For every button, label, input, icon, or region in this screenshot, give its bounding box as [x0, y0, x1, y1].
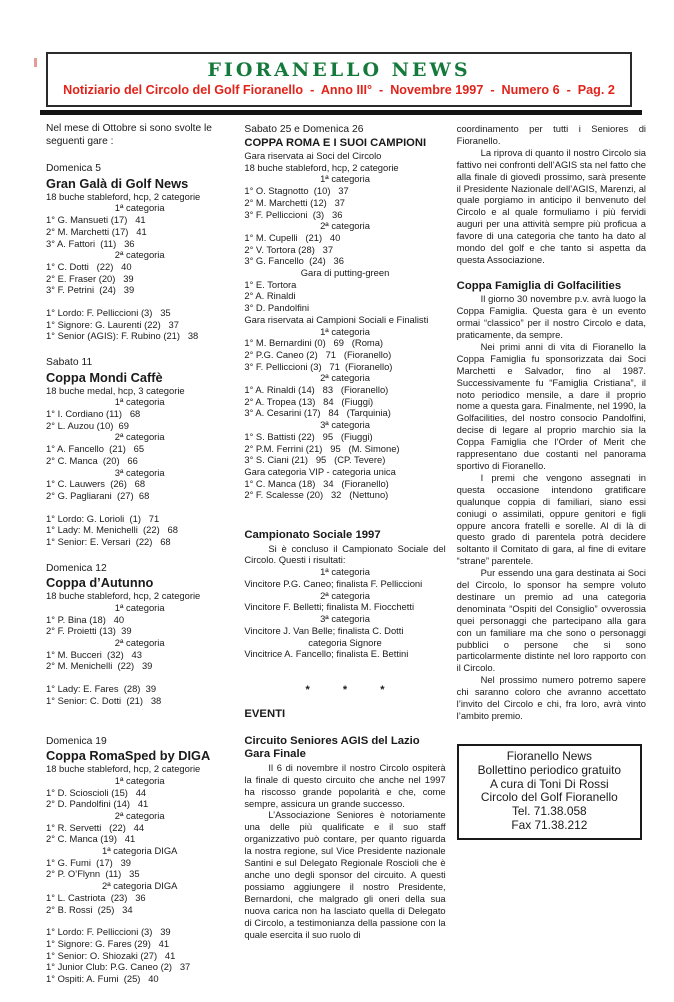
result-line: 1° G. Mansueti (17) 41	[46, 214, 146, 226]
result-line: 1° O. Stagnotto (10) 37	[244, 185, 349, 197]
result-line: 1° Senior: C. Dotti (21) 38	[46, 694, 162, 706]
category-label: 2ª categoria	[114, 249, 165, 261]
paragraph: Pur essendo una gara destinata ai Soci del Circolo, lo sponsor ha sempre voluto destinare un premio ad una categoria denominata “Ospiti del Consiglio” ovverossia quei personaggi che partecipano alla gara con un familiare ma che sono o personaggi pubblici o persone che si sono particolarmente distinte nel loro rapporto con il Circolo.	[456, 567, 646, 674]
spacer	[244, 697, 445, 708]
event-date: Sabato 25 e Domenica 26	[244, 124, 364, 135]
scan-artifact-mark	[34, 58, 37, 67]
result-line: 1° I. Cordiano (11) 68	[46, 408, 141, 420]
result-line: Vincitore P.G. Caneo; finalista F. Pelliccioni	[244, 578, 423, 590]
imprint-line: Tel. 71.38.058	[511, 804, 587, 819]
article-heading: EVENTI	[244, 707, 286, 720]
spacer	[46, 342, 233, 356]
category-label: 1ª categoria	[320, 566, 370, 578]
result-line: 2° M. Menichelli (22) 39	[46, 660, 153, 672]
category-label: 2ª categoria	[320, 372, 370, 384]
middle-column	[244, 123, 445, 940]
spacer	[244, 501, 445, 515]
event-title: Coppa RomaSped by DIGA	[46, 748, 211, 764]
newsletter-subtitle: Notiziario del Circolo del Golf Fioranello - Anno III° - Novembre 1997 - Numero 6 - Pag. 2	[63, 83, 615, 97]
imprint-line: Circolo del Golf Fioranello	[480, 790, 618, 805]
page-body	[0, 115, 674, 985]
event-title: Coppa d’Autunno	[46, 575, 154, 591]
newsletter-title: FIORANELLO NEWS	[207, 59, 471, 81]
left-column	[46, 123, 233, 985]
result-line: 2° F. Scalesse (20) 32 (Nettuno)	[244, 489, 389, 501]
category-label: 2ª categoria	[320, 220, 370, 232]
newsletter-header	[46, 52, 632, 107]
paragraph: Nel prossimo numero potremo sapere chi saranno coloro che avranno accettato l’invito del Circolo e chi, fra loro, avrà vinto l’ambito premio.	[456, 674, 646, 721]
category-label: 2ª categoria	[114, 637, 165, 649]
result-line: 1° E. Tortora	[244, 278, 297, 290]
result-line: 1° Ospiti: A. Fumi (25) 40	[46, 973, 159, 985]
result-line: 1° A. Rinaldi (14) 83 (Fioranello)	[244, 384, 389, 396]
result-line: 1° R. Servetti (22) 44	[46, 821, 145, 833]
result-line: 3° S. Ciani (21) 95 (CP. Tevere)	[244, 454, 386, 466]
right-column-text	[457, 123, 646, 722]
spacer	[457, 266, 646, 280]
result-line: 2° A. Tropea (13) 84 (Fiuggi)	[244, 395, 374, 407]
result-line: 1° A. Fancello (21) 65	[46, 443, 145, 455]
spacer	[46, 672, 233, 683]
result-line: 3° F. Petrini (24) 39	[46, 284, 135, 296]
result-line: 2° V. Tortora (28) 37	[244, 243, 334, 255]
result-line: Vincitore J. Van Belle; finalista C. Dotti	[244, 624, 404, 636]
result-line: Gara categoria VIP - categoria unica	[244, 465, 396, 477]
category-label: 3ª categoria	[320, 613, 370, 625]
imprint-line: Fax 71.38.212	[511, 817, 588, 832]
result-line: 2° L. Auzou (10) 69	[46, 419, 129, 431]
event-format: 18 buche stableford, hcp, 2 categorie	[46, 763, 201, 775]
imprint-line: Bollettino periodico gratuito	[477, 762, 622, 777]
category-label: 1ª categoria	[320, 325, 370, 337]
result-line: 3° A. Cesarini (17) 84 (Tarquinia)	[244, 407, 391, 419]
article-heading: Gara Finale	[244, 748, 306, 761]
event-date: Domenica 19	[46, 735, 107, 747]
article-heading: Coppa Famiglia di Golfacilities	[456, 279, 622, 292]
result-line: 2° F. Proietti (13) 39	[46, 625, 132, 637]
event-title: Gran Galà di Golf News	[46, 175, 189, 191]
event-format: 18 buche medal, hcp, 3 categorie	[46, 384, 185, 396]
spacer	[46, 502, 233, 513]
result-line: 1° Lady: M. Menichelli (22) 68	[46, 524, 178, 536]
paragraph: La riprova di quanto il nostro Circolo sia fattivo nei confronti dell’AGIS sta nel fatto che alla finale di giovedì prossimo, sarà presente il Presidente Nazionale dell’AGIS, Marenzi, al quale porgiamo in anticipo il benvenuto del Circolo e al quale formuliamo i più fervidi auguri per una attività sempre più proficua a favore di una categoria che tanto ha dato al mondo del golf e che tanto si aspetta da questa Associazione.	[456, 146, 646, 265]
event-format: 18 buche stableford, hcp, 2 categorie	[244, 161, 399, 173]
result-line: 2° B. Rossi (25) 34	[46, 903, 133, 915]
result-line: 1° D. Scioscioli (15) 44	[46, 786, 147, 798]
paragraph: Il giorno 30 novembre p.v. avrà luogo la Coppa Famiglia. Questa gara è un evento ormai “classico” per il nostro Circolo e data, praticamente, da sempre.	[456, 293, 646, 340]
result-line: 1° Lordo: F. Pelliccioni (3) 39	[46, 926, 171, 938]
result-line: 1° G. Fumi (17) 39	[46, 856, 132, 868]
category-label: 3ª categoria	[320, 419, 370, 431]
paragraph: coordinamento per tutti i Seniores di Fioranello.	[456, 123, 646, 146]
category-label: 1ª categoria DIGA	[101, 845, 178, 857]
article-heading: Campionato Sociale 1997	[244, 529, 381, 542]
event-format: 18 buche stableford, hcp, 2 categorie	[46, 590, 201, 602]
paragraph: Si è concluso il Campionato Sociale del Circolo. Questi i risultati:	[244, 542, 446, 566]
result-line: 3° F. Pelliccioni (3) 71 (Fioranello)	[244, 360, 393, 372]
category-label: 1ª categoria	[320, 173, 370, 185]
event-title: COPPA ROMA E I SUOI CAMPIONI	[244, 136, 427, 149]
spacer	[46, 707, 233, 721]
category-label: 1ª categoria	[114, 202, 165, 214]
result-line: Vincitore F. Belletti; finalista M. Fiocchetti	[244, 601, 415, 613]
result-line: 1° S. Battisti (22) 95 (Fiuggi)	[244, 430, 373, 442]
result-line: 1° Junior Club: P.G. Caneo (2) 37	[46, 961, 191, 973]
category-label: 1ª categoria	[114, 396, 165, 408]
result-line: 3° D. Pandolfini	[244, 302, 310, 314]
result-line: 2° P.G. Caneo (2) 71 (Fioranello)	[244, 348, 392, 360]
imprint-line: Fioranello News	[506, 748, 592, 763]
event-title: Coppa Mondi Caffè	[46, 369, 163, 385]
spacer	[46, 296, 233, 307]
spacer	[46, 721, 233, 735]
result-line: 2° G. Pagliarani (27) 68	[46, 489, 150, 501]
result-line: 2° A. Rinaldi	[244, 290, 296, 302]
spacer	[244, 721, 445, 735]
result-line: 2° P.M. Ferrini (21) 95 (M. Simone)	[244, 442, 400, 454]
result-line: 3° G. Fancello (24) 36	[244, 255, 344, 267]
event-date: Domenica 5	[46, 163, 101, 175]
event-format: Gara riservata ai Soci del Circolo	[244, 150, 382, 161]
separator-stars: * * *	[305, 683, 394, 696]
result-line: 1° Senior: O. Shiozaki (27) 41	[46, 949, 176, 961]
result-line: 1° Signore: G. Fares (29) 41	[46, 937, 170, 949]
result-line: Vincitrice A. Fancello; finalista E. Bettini	[244, 648, 409, 660]
category-label: 2ª categoria	[114, 809, 165, 821]
paragraph: L’Associazione Seniores è notoriamente una delle più qualificate e il suo staff organizzativo può contare, per quanto riguarda la nostra regione, sul Vice Presidente nazionale Santini e sul Delegato Regionale Roscioli che è anche uno degli sponsor del circuito. A questi possiamo aggiungere il nostro Presidente, Bernardoni, che malgrado gli oneri della sua nuova carica non ha lasciato quella di Delegato di Circolo, a testimonianza della passione con la quale esercita il suo ruolo di	[244, 809, 446, 940]
result-line: 3° F. Pelliccioni (3) 36	[244, 208, 343, 220]
category-label: 2ª categoria	[114, 431, 165, 443]
result-line: 1° Signore: G. Laurenti (22) 37	[46, 318, 179, 330]
result-line: 1° Senior: E. Versari (22) 68	[46, 536, 171, 548]
event-date: Domenica 12	[46, 562, 107, 574]
result-line: 1° Lordo: G. Lorioli (1) 71	[46, 512, 160, 524]
paragraph: Il 6 di novembre il nostro Circolo ospiterà la finale di questo circuito che anche nel 1997 ha riscosso grande popolarità e che, come sempre, assicura un grande successo.	[244, 761, 446, 809]
category-label: categoria Signore	[308, 636, 382, 648]
paragraph: I premi che vengono assegnati in questa occasione intendono gratificare qualunque coppia di familiari, siano essi coniugi o assimilati, oppure genitori e figli oppure ancora fratelli e sorelle. Al di là di questo grado di parentela potrà decidere soltanto il Comitato di gara, al fine di evitare “strane” parentele.	[456, 471, 646, 567]
spacer	[46, 915, 233, 926]
spacer	[46, 548, 233, 562]
result-line: 1° C. Lauwers (26) 68	[46, 478, 146, 490]
category-label: 2ª categoria DIGA	[101, 880, 178, 892]
result-line: 2° P. O’Flynn (11) 35	[46, 868, 140, 880]
result-line: 1° M. Bernardini (0) 69 (Roma)	[244, 337, 384, 349]
imprint-line: A cura di Toni Di Rossi	[489, 776, 609, 791]
category-label: 1ª categoria	[114, 601, 165, 613]
result-line: 3° A. Fattori (11) 36	[46, 237, 135, 249]
category-label: 2ª categoria	[320, 589, 370, 601]
imprint-box	[457, 744, 642, 840]
article-heading: Circuito Seniores AGIS del Lazio	[244, 735, 420, 748]
spacer	[244, 515, 445, 529]
result-line: 1° L. Castriota (23) 36	[46, 891, 146, 903]
spacer	[46, 148, 233, 162]
result-line: 1° Lordo: F. Pelliccioni (3) 35	[46, 307, 171, 319]
result-line: Gara riservata ai Campioni Sociali e Finalisti	[244, 313, 429, 325]
event-date: Sabato 11	[46, 357, 93, 369]
intro-text: Nel mese di Ottobre si sono svolte le seguenti gare :	[46, 123, 215, 147]
result-line: 1° C. Manca (18) 34 (Fioranello)	[244, 477, 389, 489]
result-line: 2° M. Marchetti (12) 37	[244, 196, 346, 208]
result-line: 2° M. Marchetti (17) 41	[46, 225, 147, 237]
right-column	[457, 123, 646, 840]
spacer	[244, 660, 445, 674]
category-label: Gara di putting-green	[300, 267, 390, 279]
result-line: 1° M. Cupelli (21) 40	[244, 231, 341, 243]
result-line: 2° C. Manca (19) 41	[46, 833, 136, 845]
paragraph: Nei primi anni di vita di Fioranello la Coppa Famiglia fu sponsorizzata dai Soci Marchetti e Salvador, fino al 1987. Successivamente fu “Famiglia Cristiana”, il noto periodico mensile, a dare il proprio nome a questa gara. Finalmente, nel 1990, la Golfacilities, del nostro consocio Pandolfini, decise di legare al proprio marchio sia la Coppa Famiglia che l’Order of Merit che rappresentano due costanti nel panorama sportivo di Fioranello.	[456, 340, 646, 471]
result-line: 2° D. Pandolfini (14) 41	[46, 798, 149, 810]
category-label: 1ª categoria	[114, 774, 165, 786]
category-label: 3ª categoria	[114, 466, 165, 478]
result-line: 1° Senior (AGIS): F. Rubino (21) 38	[46, 330, 199, 342]
result-line: 1° P. Bina (18) 40	[46, 613, 125, 625]
result-line: 1° Lady: E. Fares (28) 39	[46, 683, 157, 695]
result-line: 2° C. Manca (20) 66	[46, 454, 138, 466]
event-format: 18 buche stableford, hcp, 2 categorie	[46, 190, 201, 202]
result-line: 1° C. Dotti (22) 40	[46, 260, 132, 272]
result-line: 2° E. Fraser (20) 39	[46, 272, 134, 284]
result-line: 1° M. Bucceri (32) 43	[46, 648, 142, 660]
